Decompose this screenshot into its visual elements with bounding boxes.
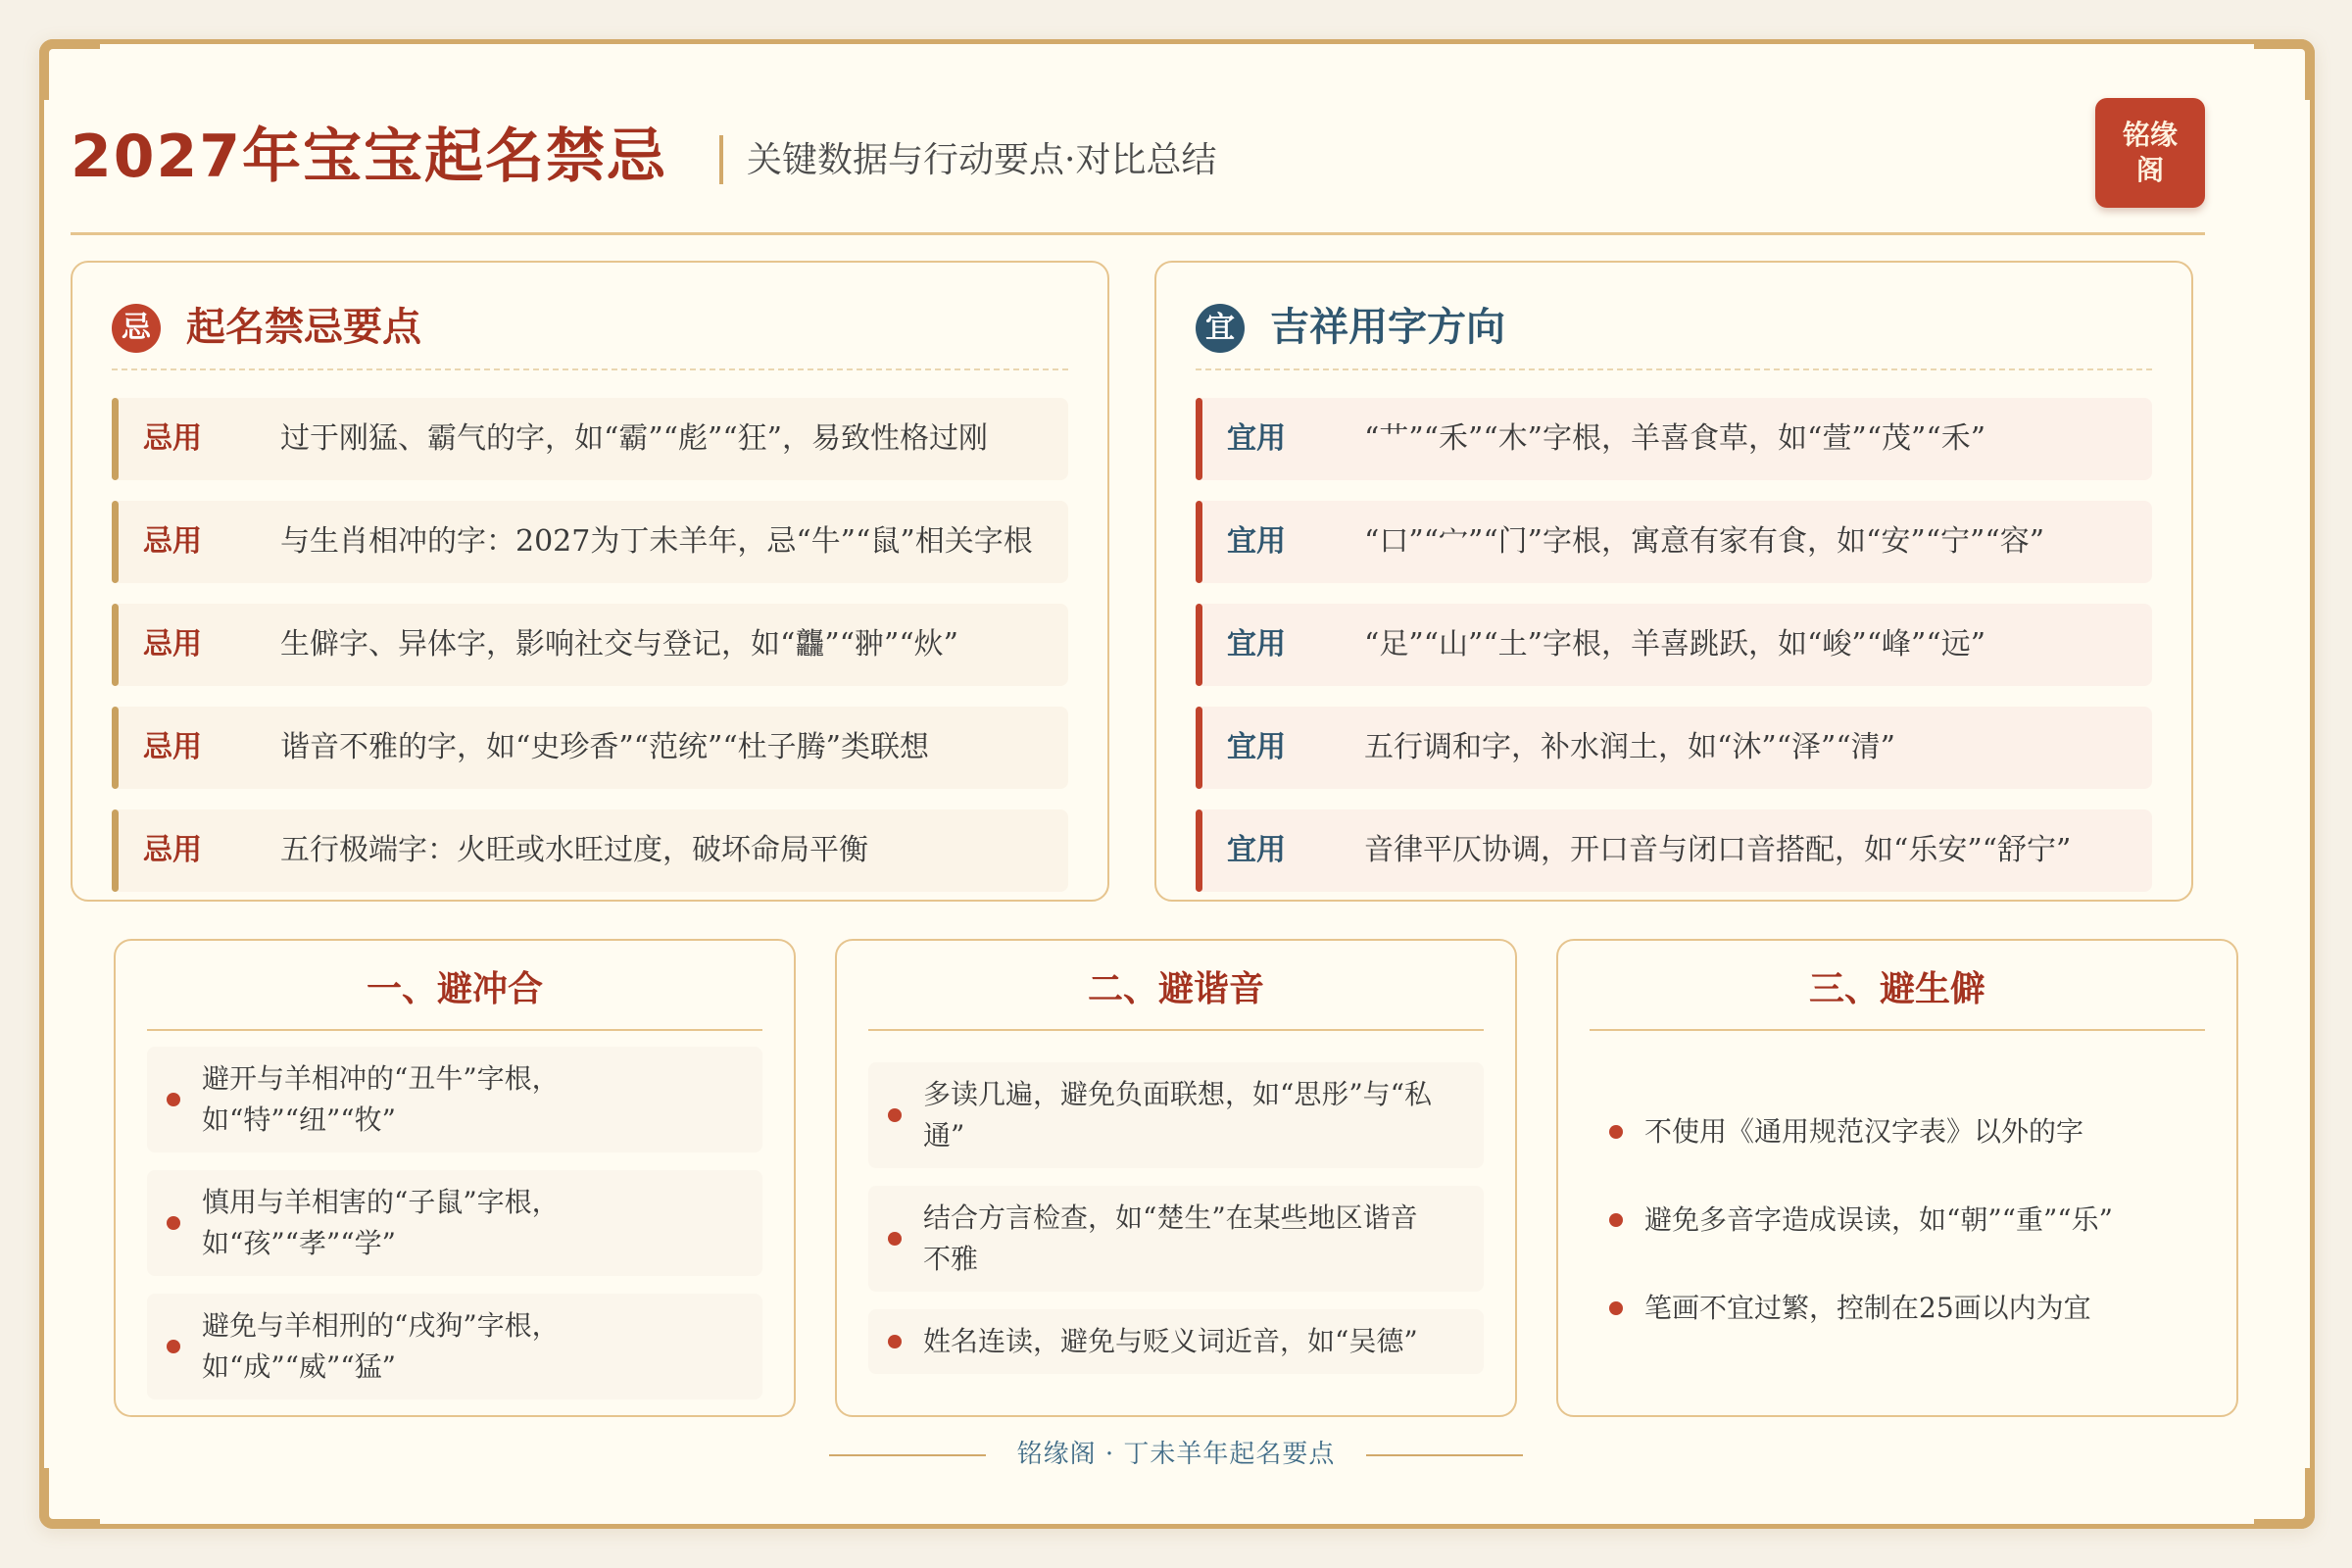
card-title: 三、避生僻 <box>1590 968 2205 1031</box>
bullet-dot-icon <box>888 1108 902 1122</box>
frame-corner <box>2254 39 2315 100</box>
row-accent-bar <box>1196 604 1202 686</box>
taboo-tag: 忌用 <box>143 833 202 867</box>
row-accent-bar <box>1196 398 1202 480</box>
taboo-text: 谐音不雅的字，如“史珍香”“范统”“杜子腾”类联想 <box>280 730 930 764</box>
card-avoid-rare <box>1556 939 2238 1417</box>
lucky-text: “口”“宀”“门”字根，寓意有家有食，如“安”“宁”“容” <box>1364 524 2045 559</box>
bullet-dot-icon <box>167 1216 180 1230</box>
brand-seal-text: 铭缘阁 <box>2122 119 2178 186</box>
frame-corner <box>2254 1468 2315 1529</box>
row-accent-bar <box>112 707 119 789</box>
card-avoid-clash <box>114 939 796 1417</box>
row-accent-bar <box>112 604 119 686</box>
list-item <box>1590 1280 2205 1337</box>
card-avoid-homophone <box>835 939 1517 1417</box>
taboo-row <box>112 809 1068 892</box>
title-divider <box>719 135 723 184</box>
lucky-row <box>1196 707 2152 789</box>
lucky-panel-title: 吉祥用字方向 <box>1270 305 1505 350</box>
lucky-row <box>1196 398 2152 480</box>
bullet-dot-icon <box>167 1340 180 1353</box>
row-accent-bar <box>112 809 119 892</box>
lucky-tag: 宜用 <box>1227 730 1286 764</box>
list-item <box>1590 1192 2205 1249</box>
row-accent-bar <box>112 398 119 480</box>
page-title: 2027年宝宝起名禁忌 <box>71 122 667 191</box>
taboo-text: 五行极端字：火旺或水旺过度，破坏命局平衡 <box>280 833 868 867</box>
list-item <box>147 1170 762 1276</box>
bullet-dot-icon <box>1609 1301 1623 1315</box>
taboo-tag: 忌用 <box>143 421 202 456</box>
bullet-dot-icon <box>1609 1125 1623 1139</box>
lucky-panel <box>1154 261 2193 902</box>
footer-divider <box>1366 1454 1523 1456</box>
taboo-panel-header <box>112 296 1068 370</box>
list-item <box>147 1294 762 1399</box>
lucky-row <box>1196 604 2152 686</box>
lucky-row <box>1196 809 2152 892</box>
lucky-tag: 宜用 <box>1227 833 1286 867</box>
lucky-text: 五行调和字，补水润土，如“沐”“泽”“清” <box>1364 730 1896 764</box>
list-item-text: 避免多音字造成误读，如“朝”“重”“乐” <box>1644 1203 2113 1236</box>
taboo-row <box>112 604 1068 686</box>
page-subtitle: 关键数据与行动要点·对比总结 <box>747 140 1217 180</box>
lucky-tag: 宜用 <box>1227 421 1286 456</box>
row-accent-bar <box>112 501 119 583</box>
row-accent-bar <box>1196 707 1202 789</box>
taboo-panel <box>71 261 1109 902</box>
list-item-text: 多读几遍，避免负面联想，如“思彤”与“私通” <box>923 1078 1432 1152</box>
lucky-tag: 宜用 <box>1227 524 1286 559</box>
list-item-text: 结合方言检查，如“楚生”在某些地区谐音不雅 <box>923 1201 1418 1275</box>
footer-text: 铭缘阁 · 丁未羊年起名要点 <box>1016 1440 1336 1469</box>
lucky-tag: 宜用 <box>1227 627 1286 662</box>
card-title: 二、避谐音 <box>868 968 1484 1031</box>
card-title: 一、避冲合 <box>147 968 762 1031</box>
taboo-text: 与生肖相冲的字：2027为丁未羊年，忌“牛”“鼠”相关字根 <box>280 524 1033 559</box>
list-item-text: 姓名连读，避免与贬义词近音，如“吴德” <box>923 1325 1418 1357</box>
lucky-row <box>1196 501 2152 583</box>
list-item-text: 笔画不宜过繁，控制在25画以内为宜 <box>1644 1292 2091 1324</box>
list-item-text: 避免与羊相刑的“戌狗”字根，如“成”“威”“猛” <box>202 1309 560 1383</box>
list-item-text: 慎用与羊相害的“子鼠”字根，如“孩”“孝”“学” <box>202 1186 560 1259</box>
list-item <box>868 1309 1484 1374</box>
list-item <box>1590 1103 2205 1160</box>
taboo-tag: 忌用 <box>143 524 202 559</box>
lucky-text: 音律平仄协调，开口音与闭口音搭配，如“乐安”“舒宁” <box>1364 833 2072 867</box>
taboo-panel-title: 起名禁忌要点 <box>186 305 421 350</box>
brand-seal <box>2095 98 2205 208</box>
frame-corner <box>39 1468 100 1529</box>
bullet-dot-icon <box>888 1232 902 1246</box>
list-item-text: 避开与羊相冲的“丑牛”字根，如“特”“纽”“牧” <box>202 1062 560 1136</box>
list-item <box>147 1047 762 1152</box>
lucky-text: “足”“山”“土”字根，羊喜跳跃，如“峻”“峰”“远” <box>1364 627 1986 662</box>
taboo-row <box>112 501 1068 583</box>
footer-divider <box>829 1454 986 1456</box>
row-accent-bar <box>1196 809 1202 892</box>
taboo-row <box>112 398 1068 480</box>
page-header <box>71 78 2205 235</box>
taboo-text: 过于刚猛、霸气的字，如“霸”“彪”“狂”，易致性格过刚 <box>280 421 989 456</box>
list-item <box>868 1062 1484 1168</box>
taboo-tag: 忌用 <box>143 730 202 764</box>
list-item-text: 不使用《通用规范汉字表》以外的字 <box>1644 1115 2084 1148</box>
taboo-badge: 忌 <box>112 304 161 353</box>
taboo-text: 生僻字、异体字，影响社交与登记，如“龘”“翀”“炏” <box>280 627 959 662</box>
taboo-tag: 忌用 <box>143 627 202 662</box>
taboo-row <box>112 707 1068 789</box>
bullet-dot-icon <box>167 1093 180 1106</box>
list-item <box>868 1186 1484 1292</box>
lucky-panel-header <box>1196 296 2152 370</box>
bullet-dot-icon <box>1609 1213 1623 1227</box>
bullet-dot-icon <box>888 1335 902 1348</box>
page-footer <box>0 1435 2352 1474</box>
lucky-badge: 宜 <box>1196 304 1245 353</box>
row-accent-bar <box>1196 501 1202 583</box>
lucky-text: “艹”“禾”“木”字根，羊喜食草，如“萱”“茂”“禾” <box>1364 421 1986 456</box>
